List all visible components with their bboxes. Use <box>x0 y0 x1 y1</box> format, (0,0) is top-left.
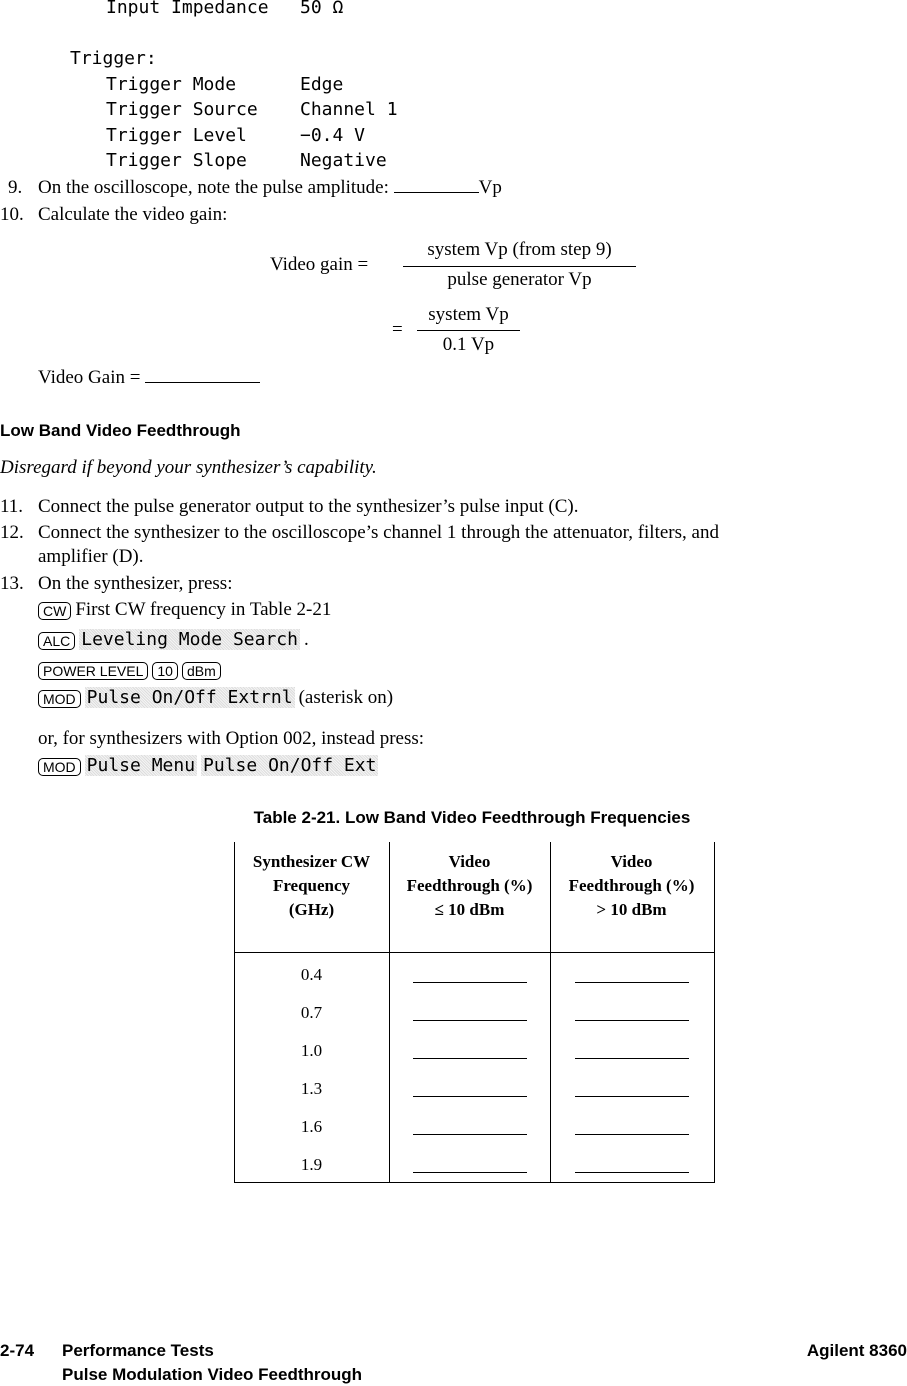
cw-key[interactable]: CW <box>38 602 71 620</box>
trigger-mode-label: Trigger Mode <box>106 74 237 95</box>
mod-key[interactable]: MOD <box>38 690 81 708</box>
formula-numerator-1: system Vp (from step 9) <box>427 239 612 260</box>
step-12-number: 12. <box>0 522 24 543</box>
input-impedance-value: 50 Ω <box>300 0 344 18</box>
step-9 <box>38 177 502 199</box>
feedthrough-blank <box>413 1058 527 1059</box>
frequency-cell: 1.0 <box>300 1041 323 1060</box>
input-impedance-label: Input Impedance <box>106 0 269 18</box>
section-heading: Low Band Video Feedthrough <box>0 421 241 440</box>
footer-subtitle: Pulse Modulation Video Feedthrough <box>62 1365 363 1384</box>
mod-tail: (asterisk on) <box>298 687 394 708</box>
step-9-text: On the oscilloscope, note the pulse amplitude: <box>38 177 389 198</box>
formula-denominator-2: 0.1 Vp <box>442 334 495 355</box>
trigger-mode-value: Edge <box>300 74 344 95</box>
feedthrough-blank <box>413 1020 527 1021</box>
formula-equals: = <box>392 319 403 340</box>
key-line-mod-option <box>38 755 382 777</box>
feedthrough-blank <box>575 982 689 983</box>
trigger-slope-label: Trigger Slope <box>106 150 247 171</box>
frequency-cell: 1.3 <box>300 1079 323 1098</box>
option-002-text: or, for synthesizers with Option 002, instead press: <box>38 728 425 749</box>
trigger-source-label: Trigger Source <box>106 99 258 120</box>
pulse-menu-softkey[interactable]: Pulse Menu <box>86 755 196 776</box>
feedthrough-blank <box>575 1172 689 1173</box>
pulse-on-off-extrnl-softkey[interactable]: Pulse On/Off Extrnl <box>86 687 293 708</box>
trigger-level-value: −0.4 V <box>300 125 366 146</box>
formula-denominator-1: pulse generator Vp <box>447 269 592 290</box>
feedthrough-blank <box>575 1058 689 1059</box>
trigger-level-label: Trigger Level <box>106 125 247 146</box>
fraction-line <box>403 266 636 267</box>
formula-lhs: Video gain = <box>270 254 369 275</box>
header-feedthrough-low: Video Feedthrough (%) ≤ 10 dBm <box>406 852 533 919</box>
header-divider <box>234 952 714 953</box>
step-9-number: 9. <box>8 177 23 198</box>
mod-key[interactable]: MOD <box>38 758 81 776</box>
pulse-on-off-ext-softkey[interactable]: Pulse On/Off Ext <box>203 755 377 776</box>
dbm-key[interactable]: dBm <box>182 662 221 680</box>
footer-chapter: Performance Tests <box>62 1341 214 1360</box>
trigger-heading: Trigger: <box>70 48 157 69</box>
formula-numerator-2: system Vp <box>428 304 509 325</box>
feedthrough-blank <box>413 982 527 983</box>
alc-key[interactable]: ALC <box>38 632 75 650</box>
amplitude-blank <box>394 178 479 193</box>
key-line-power <box>38 659 225 681</box>
trigger-source-value: Channel 1 <box>300 99 398 120</box>
step-12-text: Connect the synthesizer to the oscilloscope’s channel 1 through the attenuator, filters, and <box>38 522 719 543</box>
header-frequency: Synthesizer CW Frequency (GHz) <box>252 852 371 919</box>
step-11-text: Connect the pulse generator output to the synthesizer’s pulse input (C). <box>38 496 579 517</box>
section-note: Disregard if beyond your synthesizer’s capability. <box>0 457 377 478</box>
frequency-cell: 1.6 <box>300 1117 323 1136</box>
key-line-mod <box>38 687 393 709</box>
frequency-cell: 0.7 <box>300 1003 323 1022</box>
leveling-mode-search-softkey[interactable]: Leveling Mode Search <box>81 629 298 650</box>
step-10-text: Calculate the video gain: <box>38 204 228 225</box>
step-13-text: On the synthesizer, press: <box>38 573 233 594</box>
frequency-cell: 0.4 <box>300 965 323 984</box>
alc-tail: . <box>303 629 309 650</box>
step-13-number: 13. <box>0 573 24 594</box>
power-level-key[interactable]: POWER LEVEL <box>38 662 148 680</box>
feedthrough-blank <box>413 1172 527 1173</box>
feedthrough-blank <box>575 1134 689 1135</box>
key-line-alc <box>38 629 309 651</box>
step-10-number: 10. <box>0 204 24 225</box>
header-feedthrough-high: Video Feedthrough (%) > 10 dBm <box>568 852 695 919</box>
footer-product: Agilent 8360 <box>806 1341 907 1360</box>
feedthrough-blank <box>413 1096 527 1097</box>
step-12-text-cont: amplifier (D). <box>38 546 144 567</box>
ten-key[interactable]: 10 <box>152 662 178 680</box>
key-line-cw <box>38 599 331 621</box>
frequency-cell: 1.9 <box>300 1155 323 1174</box>
video-gain-blank <box>145 368 260 383</box>
video-gain-label: Video Gain = <box>38 367 141 388</box>
fraction-line <box>417 330 520 331</box>
cw-text: First CW frequency in Table 2-21 <box>75 599 332 620</box>
feedthrough-blank <box>575 1096 689 1097</box>
feedthrough-blank <box>575 1020 689 1021</box>
step-11-number: 11. <box>0 496 24 517</box>
feedthrough-blank <box>413 1134 527 1135</box>
footer-page: 2-74 <box>0 1341 35 1360</box>
video-gain-line <box>38 367 260 389</box>
step-9-unit: Vp <box>478 177 502 198</box>
trigger-slope-value: Negative <box>300 150 387 171</box>
table-title: Table 2-21. Low Band Video Feedthrough Frequencies <box>253 808 691 827</box>
